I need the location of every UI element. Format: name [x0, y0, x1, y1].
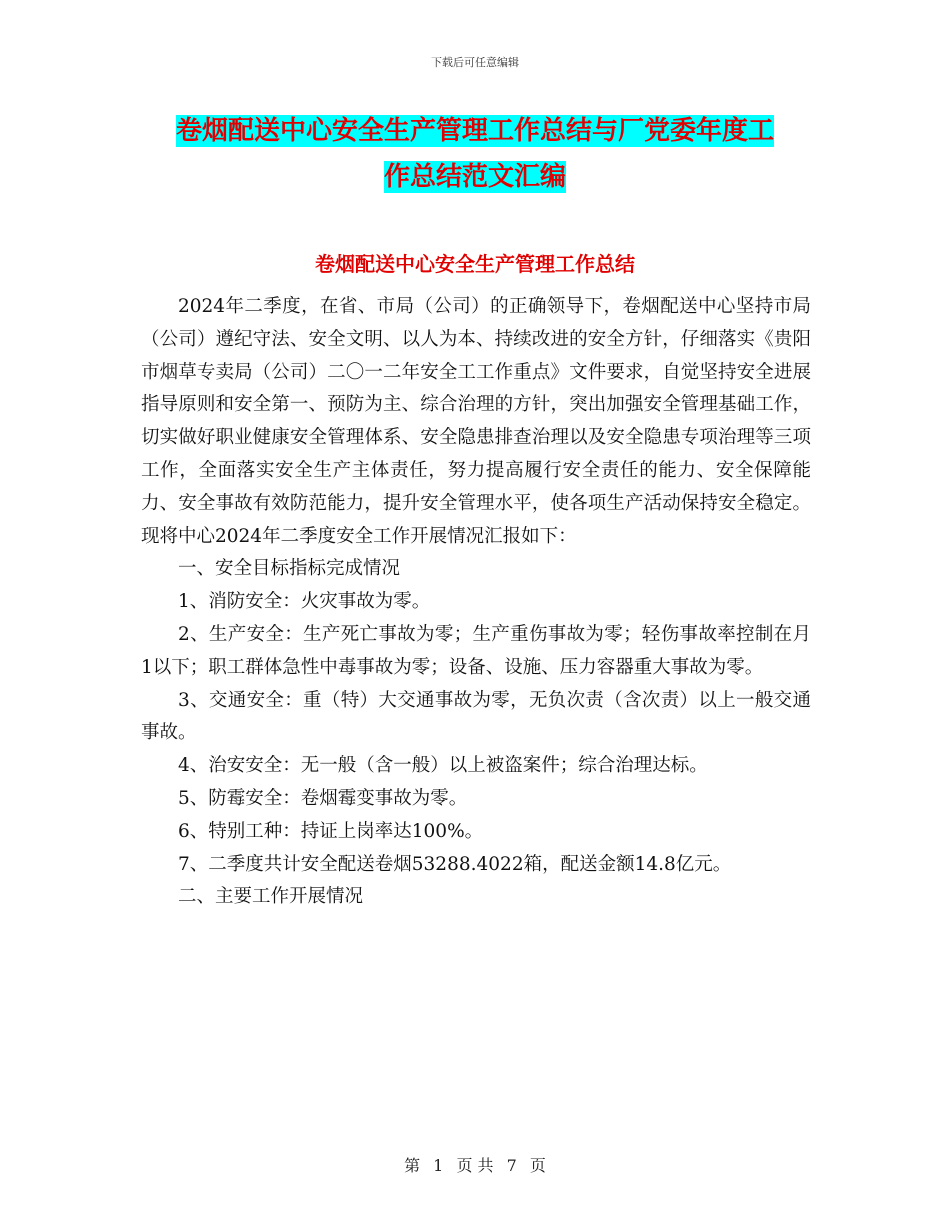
list-item: 4、治安安全：无一般（含一般）以上被盗案件；综合治理达标。	[178, 755, 708, 777]
paragraph-intro: 2024年二季度，在省、市局（公司）的正确领导下，卷烟配送中心坚持市局（公司）遵纪守法、安全文明、以人为本、持续改进的安全方针，仔细落实《贵阳市烟草专卖局（公司）二〇一二年安全工工作重点》文件要求，自觉坚持安全进展指导原则和安全第一、预防为主、综合治理的方针，突出加强安全管理基础工作，切实做好职业健康安全管理体系、安全隐患排查治理以及安全隐患专项治理等三项工作，全面落实安全生产主体责任，努力提高履行安全责任的能力、安全保障能力、安全事故有效防范能力，提升安全管理水平，使各项生产活动保持安全稳定。现将中心2024年二季度安全工作开展情况汇报如下：	[141, 296, 811, 547]
page-middle: 页 共	[456, 1156, 494, 1175]
list-item: 5、防霉安全：卷烟霉变事故为零。	[178, 787, 468, 809]
page-number: 1	[433, 1156, 444, 1175]
header-note: 下载后可任意编辑	[431, 56, 519, 69]
page-suffix: 页	[529, 1156, 546, 1175]
list-item: 6、特别工种：持证上岗率达100%。	[178, 820, 484, 842]
list-item: 7、二季度共计安全配送卷烟53288.4022箱，配送金额14.8亿元。	[178, 853, 732, 875]
section-title: 卷烟配送中心安全生产管理工作总结	[315, 252, 635, 276]
page-total: 7	[506, 1156, 517, 1175]
page-footer	[0, 1153, 950, 1176]
document-title-line-1: 卷烟配送中心安全生产管理工作总结与厂党委年度工	[175, 116, 774, 146]
heading-targets: 一、安全目标指标完成情况	[178, 558, 401, 580]
document-body	[141, 291, 811, 914]
list-item: 2、生产安全：生产死亡事故为零；生产重伤事故为零；轻伤事故率控制在月1以下；职工群体急性中毒事故为零；设备、设施、压力容器重大事故为零。	[141, 623, 811, 678]
heading-main-work: 二、主要工作开展情况	[178, 886, 364, 908]
document-title	[140, 108, 810, 200]
list-item: 3、交通安全：重（特）大交通事故为零，无负次责（含次责）以上一般交通事故。	[141, 689, 811, 744]
document-title-line-2: 作总结范文汇编	[383, 162, 566, 192]
page-prefix: 第	[404, 1156, 421, 1175]
list-item: 1、消防安全：火灾事故为零。	[178, 591, 431, 613]
